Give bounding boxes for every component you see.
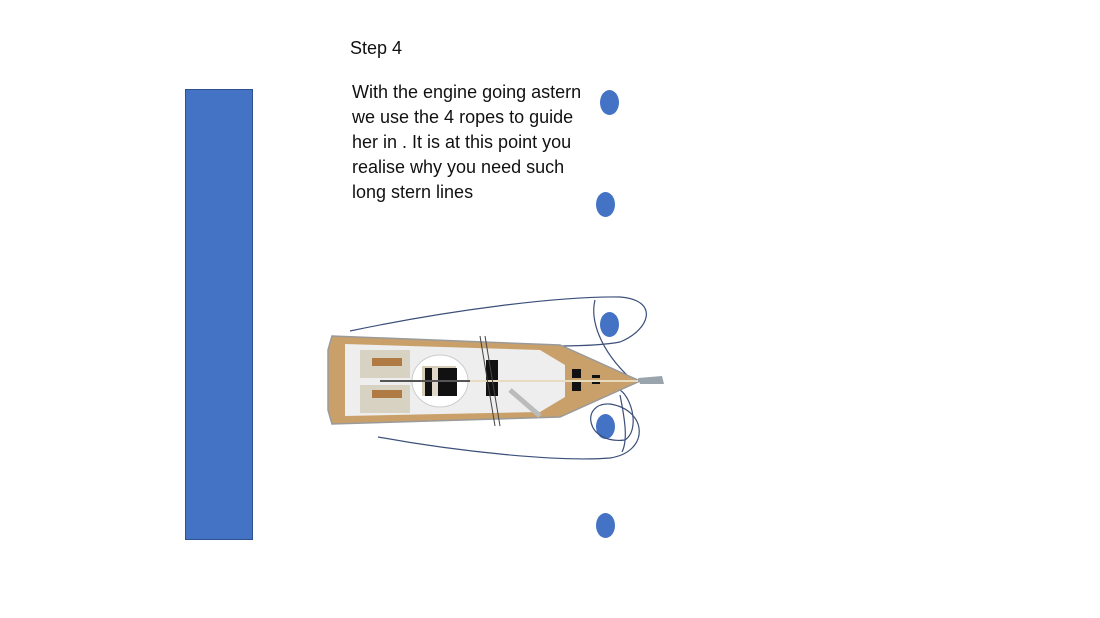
sailboat-icon <box>328 336 664 426</box>
step-description: With the engine going astern we use the 4 ropes to guide her in . It is at this point you realise why you need such long stern lines <box>352 82 582 202</box>
step-title: Step 4 <box>350 38 403 58</box>
